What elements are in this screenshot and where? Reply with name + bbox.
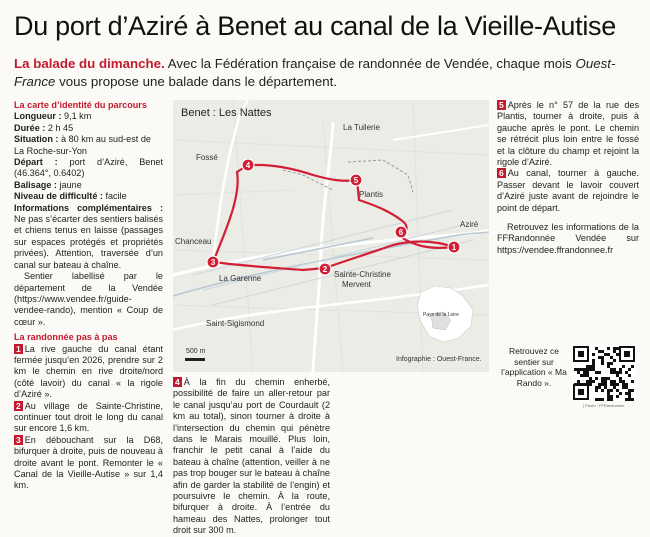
route-marker-label-3: 3 — [210, 258, 216, 267]
steps-heading: La randonnée pas à pas — [14, 332, 118, 343]
more-info: Retrouvez les informations de la FFRandonnée Vendée sur https://vendee.ffrandonnee.fr — [497, 222, 639, 255]
inset-region-label: Pays de la Loire — [423, 312, 459, 318]
step-1-badge: 1 — [16, 343, 21, 354]
map-credit: Infographie : Ouest-France. — [396, 356, 482, 363]
place-fosse: Fossé — [196, 153, 218, 162]
lede-text-end: vous propose une balade dans le département. — [55, 73, 338, 89]
place-chanceau: Chanceau — [175, 237, 212, 246]
step-3-badge: 3 — [16, 434, 21, 445]
extra-info: Informations complémentaires : Ne pas s’écarter des sentiers balisés et chiens tenus en laisse (passages sur espaces protégés et propriétés privées). Attention, traversée d’un canal sur bateau à chaîne. — [14, 202, 163, 270]
step-4: 4 À la fin du chemin enherbé, possibilité de faire un aller-retour par le canal jusqu’au port de Courdault (2 km au total), sinon tourner à droite à l’intersection du chemin qui pénètre dans le Marais mouillé. Plus loin, franchir le petit canal à l’aide du bateau à chaîne (attention, veiller à ne pas trop bouger sur le bateau à chaîne afin de garder la stabilité de l’engin) et poursuivre le chemin. À la route, bifurquer à droite. À l’entrée du hameau des Nattes, prolonger tout droit sur 300 m. — [173, 377, 330, 536]
step-4-badge: 4 — [175, 377, 180, 387]
qr-code[interactable] — [572, 345, 636, 401]
difficulty: Niveau de difficulté : facile — [14, 191, 127, 202]
map-title: Benet : Les Nattes — [181, 107, 272, 119]
situation: Situation : à 80 km au sud-est de La Roche-sur-Yon — [14, 134, 151, 156]
step-3: 3 En débouchant sur la D68, bifurquer à droite, puis de nouveau à droite avant le pont. Remonter le « Canal de la Vieille-Autise » sur 1,4 km. — [14, 434, 163, 491]
place-azire: Aziré — [460, 220, 479, 229]
id-card-heading: La carte d’identité du parcours — [14, 100, 147, 110]
step-2-badge: 2 — [16, 400, 21, 411]
route-marker-label-5: 5 — [353, 176, 359, 185]
place-mervent: Mervent — [342, 280, 371, 289]
article-title: Du port d’Aziré à Benet au canal de la Vieille-Autise — [14, 11, 616, 41]
step-6: 6 Au canal, tourner à gauche. Passer devant le lavoir couvert d’Aziré juste avant de rejoindre le point de départ. — [497, 168, 639, 213]
article-lede — [14, 55, 639, 90]
route-marker-label-2: 2 — [322, 265, 328, 274]
place-sainte-christine: Sainte-Christine — [334, 270, 391, 279]
label-text: Sentier labellisé par le département de la Vendée (https://www.vendee.fr/guide-vendee-rando), mention « Coup de cœur ». — [14, 271, 163, 327]
lede-publication: Ouest-France — [14, 56, 616, 89]
step-1: 1 La rive gauche du canal étant fermée jusqu’en 2026, prendre sur 2 km le chemin en rive droite/nord (côté lavoir) du canal « la rigole d’Aziré ». — [14, 343, 163, 400]
place-saint-sigismond: Saint-Sigismond — [206, 319, 265, 328]
length: Longueur : 9,1 km — [14, 111, 92, 122]
step-2: 2 Au village de Sainte-Christine, continuer tout droit le long du canal sur encore 1,6 km. — [14, 400, 163, 434]
place-la-garenne: La Garenne — [219, 274, 262, 283]
lede-text: Avec la Fédération française de randonnée de Vendée, chaque mois — [164, 56, 576, 71]
map-scale: 500 m — [186, 348, 206, 355]
place-la-tuilerie: La Tuilerie — [343, 123, 380, 132]
start: Départ : port d’Aziré, Benet (46.364°, 0.6402) — [14, 157, 163, 179]
qr-caption: Retrouvez ce sentier sur l’application « Ma Rando ». — [501, 346, 567, 388]
marking: Balisage : jaune — [14, 179, 82, 190]
route-marker-label-1: 1 — [451, 243, 457, 252]
column-right — [497, 100, 639, 256]
route-marker-label-6: 6 — [398, 228, 404, 237]
step-5-badge: 5 — [499, 100, 504, 110]
map-markers — [173, 100, 489, 372]
duration: Durée : 2 h 45 — [14, 122, 74, 133]
route-map — [173, 100, 489, 372]
step-5: 5 Après le n° 57 de la rue des Plantis, tourner à droite, puis à gauche après le pont. Le chemin se rétrécit plus loin entre le fossé et la clôture du champ et rejoint la rigole d’Aziré. — [497, 100, 639, 168]
column-left — [14, 100, 163, 492]
place-plantis: Plantis — [359, 190, 384, 199]
step-6-badge: 6 — [499, 168, 504, 179]
lede-kicker: La balade du dimanche. — [14, 56, 165, 71]
qr-photo-credit: | Photo : FFRandonnée — [583, 403, 625, 408]
route-marker-label-4: 4 — [245, 161, 251, 170]
column-map-below — [173, 377, 330, 537]
